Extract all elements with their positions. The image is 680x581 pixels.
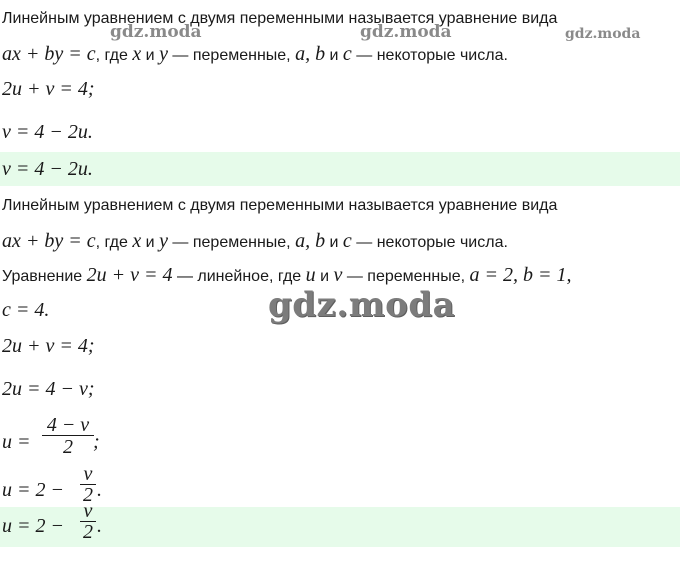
definition-text bbox=[2, 44, 508, 66]
equation-description bbox=[2, 265, 572, 287]
consts-ab: a, b bbox=[295, 230, 326, 252]
fraction bbox=[80, 464, 96, 505]
definition-equation: ax + by = c bbox=[2, 230, 96, 252]
where-text: , где bbox=[95, 234, 128, 251]
definition-line1: Линейным уравнением с двумя переменными называется уравнение вида bbox=[2, 10, 558, 27]
and-text: и bbox=[145, 47, 155, 64]
fraction bbox=[80, 501, 96, 542]
short-step1: 2u + v = 4; bbox=[2, 78, 95, 100]
and-text: и bbox=[329, 47, 339, 64]
full-step4-end: . bbox=[97, 479, 102, 501]
var-y: y bbox=[159, 43, 168, 65]
watermark-small: gdz.moda bbox=[565, 26, 641, 42]
definition-text bbox=[2, 196, 557, 216]
and-text: и bbox=[320, 268, 330, 285]
and-text: и bbox=[329, 234, 339, 251]
vars-text: — переменные, bbox=[346, 268, 466, 285]
full-step3-end: ; bbox=[93, 431, 100, 453]
answer-highlight-full bbox=[0, 507, 680, 547]
full-answer-end: . bbox=[97, 515, 102, 537]
const-c: c bbox=[342, 43, 352, 65]
fraction-numerator: v bbox=[83, 463, 93, 485]
fraction-numerator: v bbox=[83, 500, 93, 522]
equation-word: Уравнение bbox=[2, 268, 83, 285]
definition-text bbox=[2, 9, 557, 29]
const-c: c bbox=[342, 230, 352, 252]
var-x: x bbox=[132, 43, 142, 65]
numbers-text: — некоторые числа. bbox=[356, 47, 508, 64]
coefficients-ab: a = 2, b = 1, bbox=[469, 264, 572, 286]
short-step2: v = 4 − 2u. bbox=[2, 121, 93, 143]
var-v: v bbox=[333, 264, 343, 286]
vars-text: — переменные, bbox=[172, 47, 291, 64]
var-x: x bbox=[132, 230, 142, 252]
and-text: и bbox=[145, 234, 155, 251]
equation: 2u + v = 4 bbox=[86, 264, 173, 286]
fraction-denominator: 2 bbox=[80, 484, 96, 505]
vars-text: — переменные, bbox=[172, 234, 291, 251]
definition-line1: Линейным уравнением с двумя переменными называется уравнение вида bbox=[2, 197, 558, 214]
full-step3-lhs: u = bbox=[2, 431, 31, 453]
var-y: y bbox=[159, 230, 168, 252]
full-step4-lhs: u = 2 − bbox=[2, 479, 64, 501]
fraction-denominator: 2 bbox=[42, 435, 94, 458]
short-answer: v = 4 − 2u. bbox=[2, 158, 93, 180]
answer-highlight-short bbox=[0, 152, 680, 186]
fraction bbox=[42, 415, 94, 458]
watermark-large: gdz.moda bbox=[268, 285, 456, 325]
consts-ab: a, b bbox=[295, 43, 326, 65]
var-u: u bbox=[305, 264, 316, 286]
linear-text: — линейное, где bbox=[176, 268, 302, 285]
full-step1: 2u + v = 4; bbox=[2, 335, 95, 357]
where-text: , где bbox=[95, 47, 128, 64]
full-step2: 2u = 4 − v; bbox=[2, 378, 95, 400]
definition-text bbox=[2, 231, 508, 253]
definition-equation: ax + by = c bbox=[2, 43, 96, 65]
watermark-small: gdz.moda bbox=[110, 22, 202, 42]
numbers-text: — некоторые числа. bbox=[356, 234, 508, 251]
fraction-denominator: 2 bbox=[80, 521, 96, 542]
watermark-small: gdz.moda bbox=[360, 22, 452, 42]
coefficient-c: c = 4. bbox=[2, 299, 50, 321]
fraction-numerator: 4 − v bbox=[46, 414, 90, 436]
full-answer-lhs: u = 2 − bbox=[2, 515, 64, 537]
